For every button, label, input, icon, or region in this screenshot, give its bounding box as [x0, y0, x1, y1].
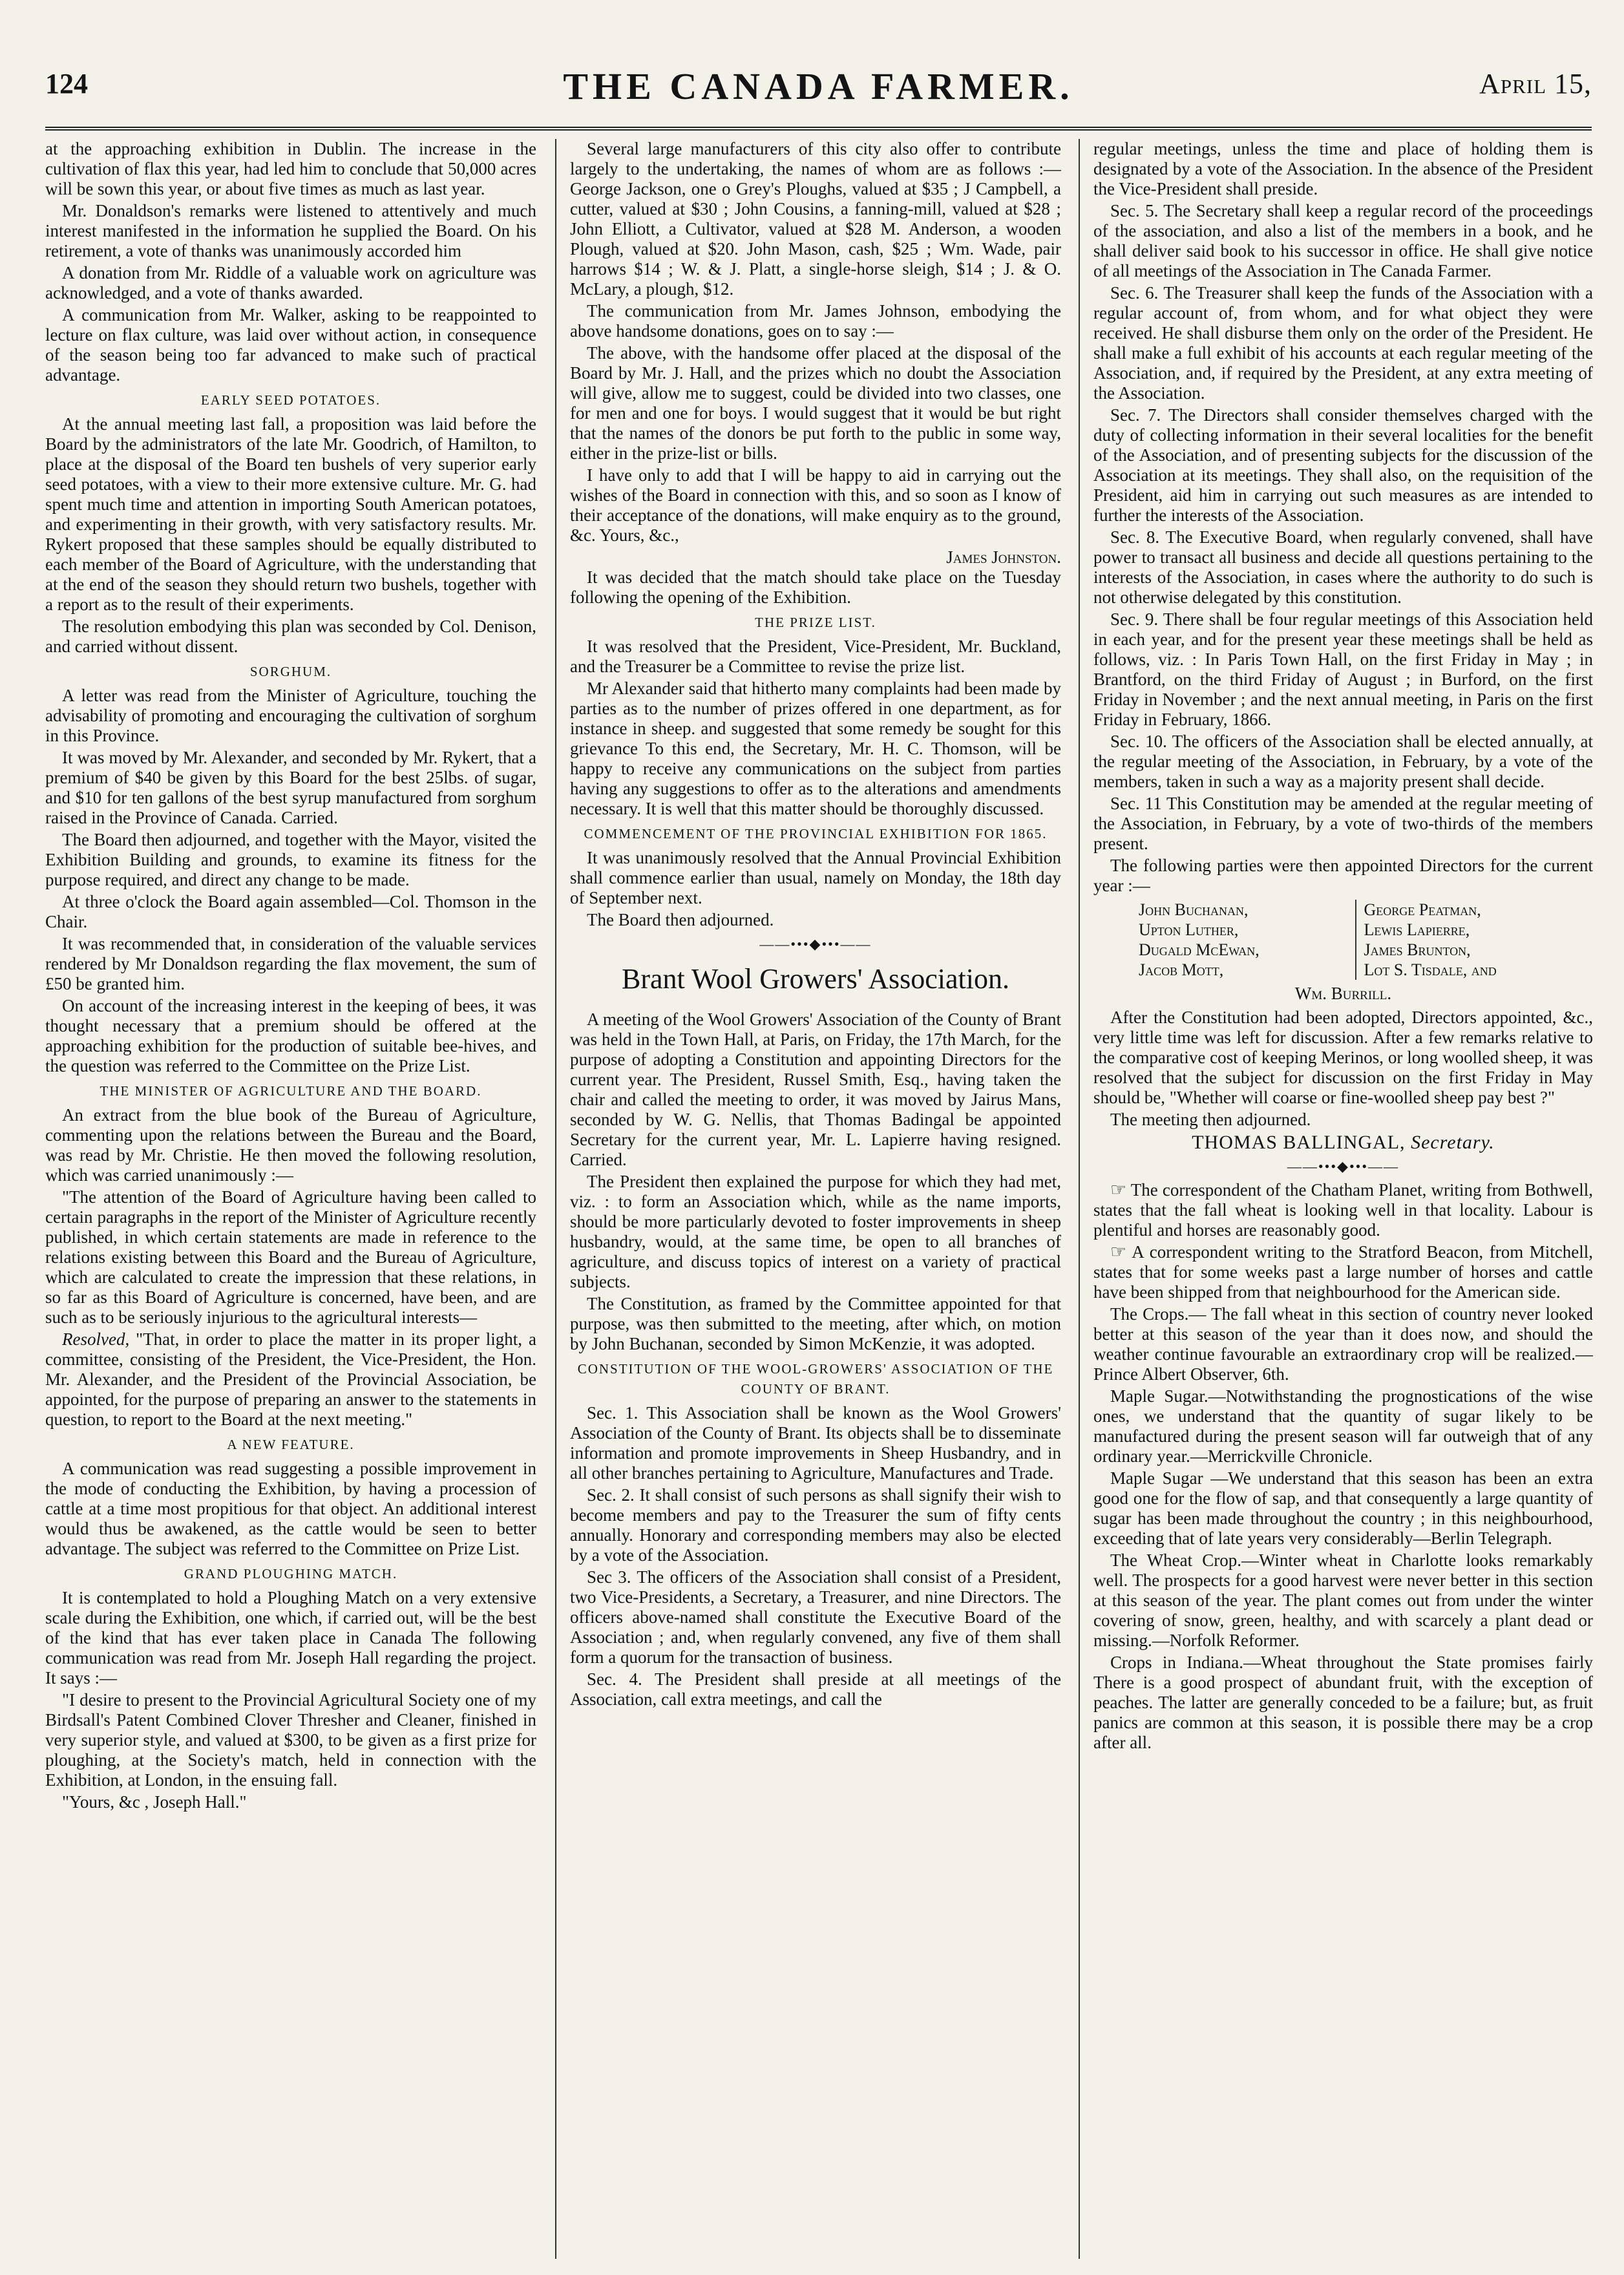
subheading: THE PRIZE LIST. — [755, 615, 876, 630]
paragraph: A meeting of the Wool Growers' Association of the County of Brant was held in the Town Hall, at Paris, on Friday, the 17th March, for the purpose of adopting a Constitution and appointing Directors for the current year. The President, Russel Smith, Esq., having taken the chair and called the meeting to order, it was moved by Jairus Mans, seconded by W. G. Nellis, that Thomas Badingal be appointed Secretary for the current year, Mr. L. Lapierre having resigned. Carried. — [570, 1010, 1061, 1169]
paragraph: The above, with the handsome offer placed at the disposal of the Board by Mr. J. Hall, and the prizes which no doubt the Association will give, allow me to suggest, could be divided into two classes, one for men and one for boys. I would suggest that it would be but right that the names of the donors be put forth to the public in some way, either in the prize-list or bills. — [570, 343, 1061, 463]
paragraph: Mr Alexander said that hitherto many complaints had been made by parties as to the number of prizes offered in one department, as for instance in sheep. and suggested that some remedy be sought for this grievance To this end, the Secretary, Mr. H. C. Thomson, will be happy to receive any communications on the subject from parties having any suggestions to offer as to the alterations and amendments necessary. It is well that this matter should be thoroughly discussed. — [570, 679, 1061, 818]
paragraph: It was unanimously resolved that the Annual Provincial Exhibition shall commence earlier than usual, namely on Monday, the 18th day of September next. — [570, 848, 1061, 907]
paragraph: regular meetings, unless the time and place of holding them is designated by a vote of the Association. In the absence of the President the Vice-President shall preside. — [1093, 139, 1593, 198]
paragraph: Sec. 4. The President shall preside at all meetings of the Association, call extra meetings, and call the — [570, 1669, 1061, 1709]
paragraph: Sec. 7. The Directors shall consider themselves charged with the duty of collecting information in their several localities for the benefit of the Association, and of presenting subjects for the discussion of the Association at its meetings. They shall also, on the requisition of the President, aid him in carrying out such measures as are intended to further the interests of the Association. — [1093, 405, 1593, 525]
column-1 — [45, 139, 536, 2259]
paragraph: I have only to add that I will be happy to aid in carrying out the wishes of the Board in connection with this, and so soon as I know of their acceptance of the donations, will make enquiry as to the ground, &c. Yours, &c., — [570, 465, 1061, 545]
issue-date: April 15, — [1479, 68, 1592, 100]
news-item: Maple Sugar.—Notwithstanding the prognostications of the wise ones, we understand that the quantity of sugar likely to be manufactured during the present season will far outweigh that of any ordinary year.—Merrickville Chronicle. — [1093, 1386, 1593, 1466]
column-rule — [555, 139, 556, 2259]
pointing-hand-icon: ☞ — [1110, 1242, 1127, 1262]
news-item — [1093, 1180, 1593, 1240]
paragraph: It was moved by Mr. Alexander, and seconded by Mr. Rykert, that a premium of $40 be given by this Board for the best 25lbs. of sugar, and $10 for ten gallons of the best syrup manufactured from sorghum raised in the Province of Canada. Carried. — [45, 748, 536, 827]
paragraph: The following parties were then appointed Directors for the current year :— — [1093, 856, 1593, 895]
separator: ——•••◆•••—— — [1287, 1158, 1400, 1174]
paragraph: "The attention of the Board of Agriculture having been called to certain paragraphs in the report of the Minister of Agriculture recently published, in which certain statements are made in reference to the relations existing between this Board and the Bureau of Agriculture, which are calculated to create the impression that these relations, in so far as this Board of Agriculture is concerned, have been, and are such as to be seriously injurious to the agricultural interests— — [45, 1187, 536, 1327]
subheading: THE MINISTER OF AGRICULTURE AND THE BOARD. — [100, 1083, 482, 1099]
signature: James Johnston. — [946, 547, 1061, 567]
director-name: Lot S. Tisdale, and — [1364, 960, 1497, 979]
subheading: A NEW FEATURE. — [227, 1437, 355, 1452]
paragraph: Sec. 2. It shall consist of such persons as shall signify their wish to become members and pay to the Treasurer the sum of fifty cents annually. Honorary and corresponding members may also be elected by a vote of the Association. — [570, 1485, 1061, 1565]
paper-title: THE CANADA FARMER. — [563, 65, 1074, 107]
secretary-signature — [1093, 1132, 1593, 1152]
director-name: Lewis Lapierre, — [1364, 920, 1470, 939]
news-item: Crops in Indiana.—Wheat throughout the State promises fairly There is a good prospect of abundant fruit, with the exception of peaches. The latter are generally conceded to be a failure; but, as fruit panics are common at this season, it is possible there may be a crop after all. — [1093, 1653, 1593, 1752]
news-item: Maple Sugar —We understand that this season has been an extra good one for the flow of sap, and that consequently a large quantity of sugar has been made throughout the country ; in this neighbourhood, exceeding that of late years very considerably—Berlin Telegraph. — [1093, 1468, 1593, 1548]
paragraph: The meeting then adjourned. — [1110, 1110, 1311, 1129]
signature-line: "Yours, &c , Joseph Hall." — [62, 1792, 247, 1812]
secretary-name: THOMAS BALLINGAL, — [1192, 1132, 1406, 1153]
paragraph: The Board then adjourned, and together with the Mayor, visited the Exhibition Building and grounds, to examine its fitness for the purpose required, and direct any change to be made. — [45, 830, 536, 889]
paragraph: The resolution embodying this plan was seconded by Col. Denison, and carried without dissent. — [45, 617, 536, 656]
paragraph: The President then explained the purpose for which they had met, viz. : to form an Association which, while as the name imports, should be more particularly devoted to foster improvements in sheep husbandry, would, at the same time, be open to all branches of agriculture, and discuss topics of interest on a variety of practical subjects. — [570, 1172, 1061, 1291]
column-3 — [1093, 139, 1593, 2259]
director-name: Dugald McEwan, — [1139, 940, 1356, 960]
pointing-hand-icon: ☞ — [1110, 1180, 1127, 1200]
paragraph: Sec 3. The officers of the Association shall consist of a President, two Vice-Presidents, a Secretary, a Treasurer, and nine Directors. The officers above-named shall constitute the Executive Board of the Association ; and, when regularly convened, any five of them shall form a quorum for the transaction of business. — [570, 1567, 1061, 1667]
paragraph: Sec. 10. The officers of the Association shall be elected annually, at the regular meeting of the Association, in February, by a vote of the members, taken in such a way as a majority present shall decide. — [1093, 732, 1593, 791]
separator: ——•••◆•••—— — [759, 936, 872, 952]
paragraph: At three o'clock the Board again assembled—Col. Thomson in the Chair. — [45, 892, 536, 931]
paragraph: Sec. 5. The Secretary shall keep a regular record of the proceedings of the association, and also a list of the members in a book, and he shall deliver said book to his successor in office. He shall give notice of all meetings of the Association in The Canada Farmer. — [1093, 201, 1593, 280]
director-name: Upton Luther, — [1139, 920, 1356, 940]
secretary-title: Secretary. — [1411, 1132, 1495, 1153]
news-text: The correspondent of the Chatham Planet, writing from Bothwell, states that the fall wheat is looking well in that locality. Labour is plentiful and horses are reasonably good. — [1093, 1180, 1593, 1240]
news-text: A correspondent writing to the Stratford Beacon, from Mitchell, states that for some weeks past a large number of horses and cattle have been shipped from that neighbourhood for the American side. — [1093, 1242, 1593, 1302]
paragraph: Sec. 6. The Treasurer shall keep the funds of the Association with a regular account of, from whom, and for what object they were received. He shall disburse them only on the order of the President. He shall make a full exhibit of his accounts at each regular meeting of the Association, and, if required by the President, at any extra meeting of the Association. — [1093, 283, 1593, 403]
news-item: The Wheat Crop.—Winter wheat in Charlotte looks remarkably well. The prospects for a good harvest were never better in this section at this season of the year. The plant comes out from under the winter covering of snow, green, healthy, and with scarcely a plant dead or missing.—Norfolk Reformer. — [1093, 1550, 1593, 1650]
subheading: COMMENCEMENT OF THE PROVINCIAL EXHIBITION FOR 1865. — [584, 826, 1048, 841]
director-name: James Brunton, — [1364, 940, 1471, 959]
page-number: 124 — [45, 68, 88, 100]
paragraph: "I desire to present to the Provincial Agricultural Society one of my Birdsall's Patent Combined Clover Thresher and Cleaner, finished in very superior style, and valued at $300, to be given as a first prize for ploughing, at the Society's match, held in connection with the Exhibition, at London, in the ensuing fall. — [45, 1690, 536, 1790]
paragraph: The Board then adjourned. — [587, 910, 774, 929]
resolved-label: Resolved, — [62, 1329, 130, 1349]
paragraph: Sec. 9. There shall be four regular meetings of this Association held in each year, and for the present year these meetings shall be held as follows, viz. : In Paris Town Hall, on the first Friday in May ; in Brantford, on the third Friday of August ; in Burford, on the first Friday in November ; and the next annual meeting, in Paris on the first Friday in February, 1866. — [1093, 609, 1593, 729]
paragraph: Several large manufacturers of this city also offer to contribute largely to the undertaking, the names of whom are as follows :—George Jackson, one o Grey's Ploughs, valued at $35 ; J Campbell, a cutter, valued at $30 ; John Cousins, a fanning-mill, valued at $28 ; John Elliott, a Cultivator, valued at $28 M. Anderson, a wooden Plough, valued at $20. John Mason, cash, $25 ; Wm. Wade, pair harrows $14 ; W. & J. Platt, a single-horse sleigh, $14 ; J. & O. McLary, a plough, $12. — [570, 139, 1061, 299]
paragraph: Sec. 1. This Association shall be known as the Wool Growers' Association of the County of Brant. Its objects shall be to disseminate information and promote improvements in Sheep Husbandry, and in all other branches pertaining to Agriculture, Manufactures and Trade. — [570, 1403, 1061, 1483]
paragraph: Sec. 8. The Executive Board, when regularly convened, shall have power to transact all business and decide all questions pertaining to the interests of the Association, in cases where the authority to do such is not otherwise delegated by this constitution. — [1093, 527, 1593, 607]
column-2 — [570, 139, 1061, 2259]
paragraph: It was resolved that the President, Vice-President, Mr. Buckland, and the Treasurer be a Committee to revise the prize list. — [570, 637, 1061, 676]
subheading: EARLY SEED POTATOES. — [200, 392, 381, 408]
news-item: The Crops.— The fall wheat in this section of country never looked better at this season of the year than it does now, and should the weather continue favourable an extraordinary crop will be realized.—Prince Albert Observer, 6th. — [1093, 1304, 1593, 1384]
paragraph: At the annual meeting last fall, a proposition was laid before the Board by the administrators of the late Mr. Goodrich, of Hamilton, to place at the disposal of the Board ten bushels of very superior early seed potatoes, with a view to their more extensive culture. Mr. G. had spent much time and attention in importing South American potatoes, and experimenting in their growth, with very satisfactory results. Mr. Rykert proposed that these samples should be equally distributed to each member of the Board of Agriculture, with the understanding that at the end of the season they should return two bushels, together with a report as to the result of their experiments. — [45, 414, 536, 614]
paragraph: Mr. Donaldson's remarks were listened to attentively and much interest manifested in the information he supplied the Board. On his retirement, a vote of thanks was unanimously accorded him — [45, 201, 536, 260]
paragraph: The Constitution, as framed by the Committee appointed for that purpose, was then submitted to the meeting, after which, on motion by John Buchanan, seconded by Simon McKenzie, it was adopted. — [570, 1294, 1061, 1353]
resolution-text: "That, in order to place the matter in its proper light, a committee, consisting of the President, the Vice-President, the Hon. Mr. Alexander, and the President of the Provincial Association, be appointed, for the purpose of preparing an answer to the statements in question, to report to the Board at the next meeting." — [45, 1329, 536, 1429]
paragraph: at the approaching exhibition in Dublin. The increase in the cultivation of flax this year, had led him to conclude that 50,000 acres will be sown this year, or about five times as much as last year. — [45, 139, 536, 198]
masthead-rule — [45, 127, 1592, 131]
article-headline: Brant Wool Growers' Association. — [622, 963, 1009, 995]
paragraph: It is contemplated to hold a Ploughing Match on a very extensive scale during the Exhibition, one which, if carried out, will be the best of the kind that has ever taken place in Canada The following communication was read from Mr. Joseph Hall regarding the project. It says :— — [45, 1588, 536, 1688]
director-name: George Peatman, — [1364, 900, 1481, 919]
paragraph: A communication from Mr. Walker, asking to be reappointed to lecture on flax culture, was laid over without action, in consequence of the season being too far advanced to make such of practical advantage. — [45, 305, 536, 385]
director-name: John Buchanan, — [1139, 900, 1356, 920]
paragraph: Sec. 11 This Constitution may be amended at the regular meeting of the Association, in February, by a vote of two-thirds of the members present. — [1093, 794, 1593, 853]
subheading: CONSTITUTION OF THE WOOL-GROWERS' ASSOCIATION OF THE COUNTY OF BRANT. — [577, 1361, 1054, 1397]
paragraph — [45, 1329, 536, 1430]
subheading: GRAND PLOUGHING MATCH. — [184, 1566, 398, 1582]
directors-list — [1139, 900, 1574, 980]
subheading: SORGHUM. — [249, 664, 332, 679]
paragraph: It was recommended that, in consideration of the valuable services rendered by Mr Donaldson regarding the flax movement, the sum of £50 be granted him. — [45, 934, 536, 993]
news-item — [1093, 1242, 1593, 1302]
paragraph: A communication was read suggesting a possible improvement in the mode of conducting the Exhibition, by having a procession of cattle at a time most propitious for that object. An additional interest would thus be awakened, as the cattle would be seen to better advantage. The subject was referred to the Committee on Prize List. — [45, 1459, 536, 1558]
director-name: Jacob Mott, — [1139, 960, 1356, 980]
column-rule — [1079, 139, 1080, 2259]
paragraph: The communication from Mr. James Johnson, embodying the above handsome donations, goes on to say :— — [570, 301, 1061, 341]
masthead — [45, 67, 1592, 125]
paragraph: It was decided that the match should take place on the Tuesday following the opening of the Exhibition. — [570, 567, 1061, 607]
paragraph: An extract from the blue book of the Bureau of Agriculture, commenting upon the relations between the Bureau and the Board, was read by Mr. Christie. He then moved the following resolution, which was carried unanimously :— — [45, 1105, 536, 1185]
columns — [45, 139, 1593, 2259]
paragraph: After the Constitution had been adopted, Directors appointed, &c., very little time was left for discussion. After a few remarks relative to the comparative cost of keeping Merinos, or long woolled sheep, it was resolved that the subject for discussion on the first Friday in May should be, "Whether will coarse or fine-woolled sheep pay best ?" — [1093, 1008, 1593, 1107]
director-name: Wm. Burrill. — [1294, 984, 1392, 1003]
paragraph: A letter was read from the Minister of Agriculture, touching the advisability of promoting and encouraging the cultivation of sorghum in this Province. — [45, 686, 536, 745]
paragraph: A donation from Mr. Riddle of a valuable work on agriculture was acknowledged, and a vote of thanks awarded. — [45, 263, 536, 302]
paragraph: On account of the increasing interest in the keeping of bees, it was thought necessary that a premium should be offered at the approaching exhibition for the production of suitable bee-hives, and the question was referred to the Committee on the Prize List. — [45, 996, 536, 1075]
